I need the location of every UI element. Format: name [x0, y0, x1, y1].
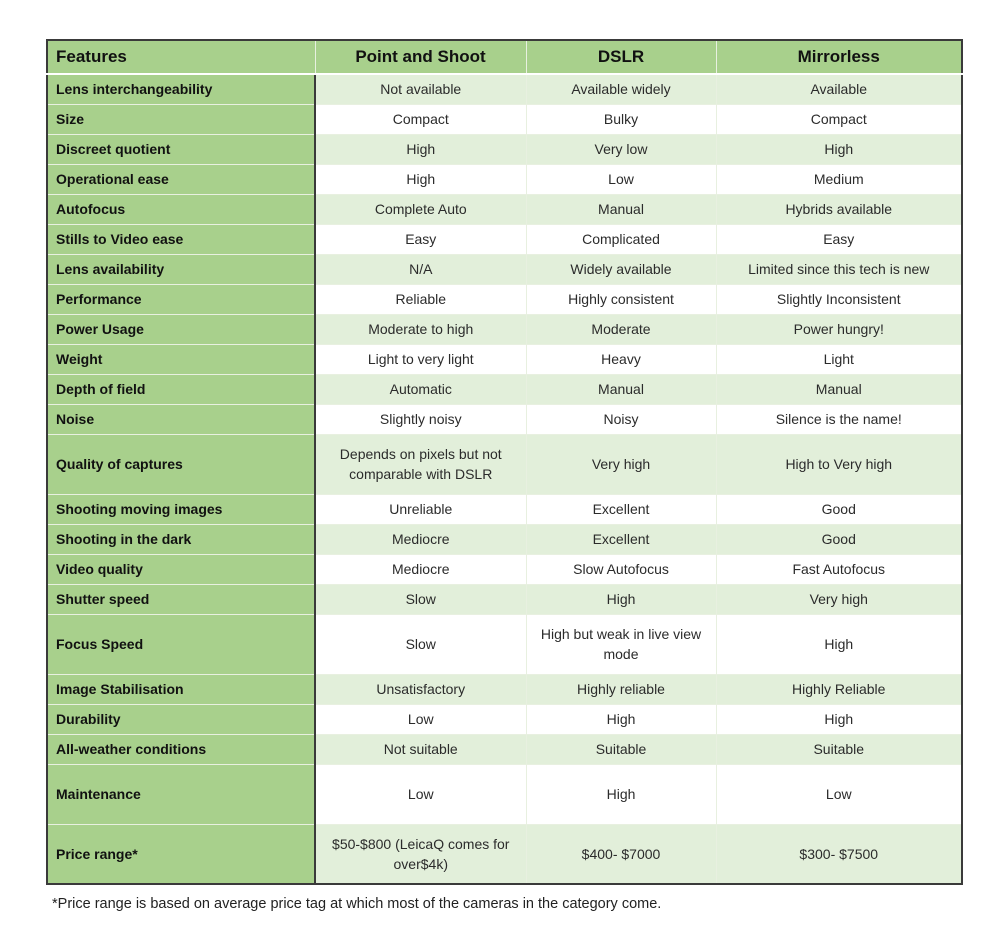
- table-row: [47, 74, 962, 104]
- dslr-cell: Widely available: [526, 254, 716, 284]
- point-and-shoot-cell: Mediocre: [315, 554, 526, 584]
- mirrorless-cell: Good: [716, 494, 962, 524]
- dslr-cell: Manual: [526, 194, 716, 224]
- table-row: [47, 134, 962, 164]
- dslr-cell: $400- $7000: [526, 824, 716, 884]
- point-and-shoot-cell: Low: [315, 704, 526, 734]
- point-and-shoot-cell: Slightly noisy: [315, 404, 526, 434]
- feature-label: Quality of captures: [47, 434, 315, 494]
- dslr-cell: Available widely: [526, 74, 716, 104]
- mirrorless-cell: High: [716, 614, 962, 674]
- point-and-shoot-cell: Not available: [315, 74, 526, 104]
- feature-label: Power Usage: [47, 314, 315, 344]
- point-and-shoot-cell: Low: [315, 764, 526, 824]
- dslr-cell: Heavy: [526, 344, 716, 374]
- feature-label: Maintenance: [47, 764, 315, 824]
- feature-label: Price range*: [47, 824, 315, 884]
- table-row: [47, 524, 962, 554]
- dslr-cell: Very high: [526, 434, 716, 494]
- feature-label: Lens interchangeability: [47, 74, 315, 104]
- table-row: [47, 704, 962, 734]
- dslr-cell: Noisy: [526, 404, 716, 434]
- feature-label: Video quality: [47, 554, 315, 584]
- mirrorless-cell: Good: [716, 524, 962, 554]
- table-row: [47, 194, 962, 224]
- table-row: [47, 104, 962, 134]
- table-row: [47, 614, 962, 674]
- table-row: [47, 734, 962, 764]
- dslr-cell: Suitable: [526, 734, 716, 764]
- feature-label: All-weather conditions: [47, 734, 315, 764]
- table-row: [47, 404, 962, 434]
- table-row: [47, 824, 962, 884]
- feature-label: Shutter speed: [47, 584, 315, 614]
- mirrorless-cell: $300- $7500: [716, 824, 962, 884]
- mirrorless-cell: Manual: [716, 374, 962, 404]
- table-row: [47, 374, 962, 404]
- mirrorless-cell: Very high: [716, 584, 962, 614]
- header-features: Features: [47, 40, 315, 74]
- feature-label: Performance: [47, 284, 315, 314]
- feature-label: Autofocus: [47, 194, 315, 224]
- mirrorless-cell: Easy: [716, 224, 962, 254]
- table-row: [47, 764, 962, 824]
- dslr-cell: Slow Autofocus: [526, 554, 716, 584]
- point-and-shoot-cell: N/A: [315, 254, 526, 284]
- feature-label: Noise: [47, 404, 315, 434]
- feature-label: Shooting in the dark: [47, 524, 315, 554]
- dslr-cell: Excellent: [526, 524, 716, 554]
- feature-label: Lens availability: [47, 254, 315, 284]
- point-and-shoot-cell: Reliable: [315, 284, 526, 314]
- dslr-cell: Highly consistent: [526, 284, 716, 314]
- header-row: [47, 40, 962, 74]
- mirrorless-cell: Power hungry!: [716, 314, 962, 344]
- table-row: [47, 554, 962, 584]
- dslr-cell: High: [526, 764, 716, 824]
- feature-label: Size: [47, 104, 315, 134]
- mirrorless-cell: Light: [716, 344, 962, 374]
- dslr-cell: Moderate: [526, 314, 716, 344]
- table-row: [47, 434, 962, 494]
- mirrorless-cell: Compact: [716, 104, 962, 134]
- point-and-shoot-cell: Compact: [315, 104, 526, 134]
- mirrorless-cell: Low: [716, 764, 962, 824]
- point-and-shoot-cell: High: [315, 134, 526, 164]
- feature-label: Focus Speed: [47, 614, 315, 674]
- mirrorless-cell: Highly Reliable: [716, 674, 962, 704]
- dslr-cell: Bulky: [526, 104, 716, 134]
- dslr-cell: Low: [526, 164, 716, 194]
- feature-label: Shooting moving images: [47, 494, 315, 524]
- dslr-cell: High: [526, 704, 716, 734]
- mirrorless-cell: High: [716, 134, 962, 164]
- table-row: [47, 254, 962, 284]
- feature-label: Stills to Video ease: [47, 224, 315, 254]
- point-and-shoot-cell: Complete Auto: [315, 194, 526, 224]
- camera-comparison-table: [46, 39, 963, 885]
- point-and-shoot-cell: Unsatisfactory: [315, 674, 526, 704]
- feature-label: Operational ease: [47, 164, 315, 194]
- dslr-cell: Manual: [526, 374, 716, 404]
- mirrorless-cell: Available: [716, 74, 962, 104]
- header-mirrorless: Mirrorless: [716, 40, 962, 74]
- point-and-shoot-cell: $50-$800 (LeicaQ comes for over$4k): [315, 824, 526, 884]
- point-and-shoot-cell: Easy: [315, 224, 526, 254]
- table-row: [47, 674, 962, 704]
- table-row: [47, 584, 962, 614]
- mirrorless-cell: Medium: [716, 164, 962, 194]
- point-and-shoot-cell: Mediocre: [315, 524, 526, 554]
- point-and-shoot-cell: Moderate to high: [315, 314, 526, 344]
- table-row: [47, 494, 962, 524]
- point-and-shoot-cell: Slow: [315, 614, 526, 674]
- mirrorless-cell: Hybrids available: [716, 194, 962, 224]
- mirrorless-cell: Suitable: [716, 734, 962, 764]
- mirrorless-cell: High: [716, 704, 962, 734]
- table-row: [47, 164, 962, 194]
- feature-label: Durability: [47, 704, 315, 734]
- point-and-shoot-cell: Not suitable: [315, 734, 526, 764]
- feature-label: Depth of field: [47, 374, 315, 404]
- table-row: [47, 344, 962, 374]
- table-row: [47, 224, 962, 254]
- mirrorless-cell: Fast Autofocus: [716, 554, 962, 584]
- dslr-cell: High: [526, 584, 716, 614]
- point-and-shoot-cell: Slow: [315, 584, 526, 614]
- dslr-cell: Complicated: [526, 224, 716, 254]
- mirrorless-cell: High to Very high: [716, 434, 962, 494]
- dslr-cell: High but weak in live view mode: [526, 614, 716, 674]
- feature-label: Weight: [47, 344, 315, 374]
- table-header: [47, 40, 962, 74]
- dslr-cell: Highly reliable: [526, 674, 716, 704]
- point-and-shoot-cell: Automatic: [315, 374, 526, 404]
- mirrorless-cell: Limited since this tech is new: [716, 254, 962, 284]
- table-body: [47, 74, 962, 884]
- feature-label: Image Stabilisation: [47, 674, 315, 704]
- mirrorless-cell: Slightly Inconsistent: [716, 284, 962, 314]
- header-point-and-shoot: Point and Shoot: [315, 40, 526, 74]
- price-footnote: *Price range is based on average price tag at which most of the cameras in the category come.: [52, 896, 662, 912]
- feature-label: Discreet quotient: [47, 134, 315, 164]
- table-row: [47, 314, 962, 344]
- table-row: [47, 284, 962, 314]
- point-and-shoot-cell: High: [315, 164, 526, 194]
- point-and-shoot-cell: Depends on pixels but not comparable with DSLR: [315, 434, 526, 494]
- dslr-cell: Very low: [526, 134, 716, 164]
- mirrorless-cell: Silence is the name!: [716, 404, 962, 434]
- point-and-shoot-cell: Light to very light: [315, 344, 526, 374]
- point-and-shoot-cell: Unreliable: [315, 494, 526, 524]
- header-dslr: DSLR: [526, 40, 716, 74]
- dslr-cell: Excellent: [526, 494, 716, 524]
